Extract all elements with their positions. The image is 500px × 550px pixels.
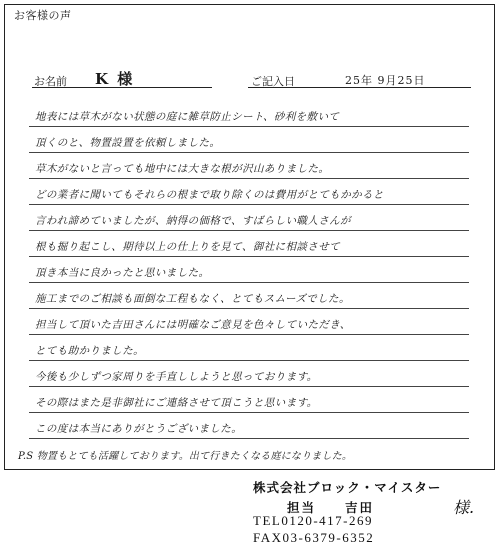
message-line: 頂くのと、物置設置を依頼しました。 <box>35 137 221 149</box>
ruled-line <box>29 152 469 153</box>
message-line: 言われ諦めていましたが、納得の価格で、すばらしい職人さんが <box>35 215 351 227</box>
message-line: 今後も少しずつ家周りを手直ししようと思っております。 <box>35 371 318 383</box>
ruled-line <box>29 386 469 387</box>
testimonial-form <box>4 4 495 470</box>
ruled-line <box>29 412 469 413</box>
message-line: 施工までのご相談も面倒な工程もなく、とてもスムーズでした。 <box>35 293 350 305</box>
message-line: 地表には草木がない状態の庭に雑草防止シート、砂利を敷いて <box>35 111 340 123</box>
name-label: お名前 <box>34 75 67 88</box>
ruled-line <box>29 282 469 283</box>
message-line: どの業者に聞いてもそれらの根まで取り除くのは費用がとてもかかると <box>35 189 384 201</box>
message-line: とても助かりました。 <box>35 345 144 357</box>
ruled-line <box>29 126 469 127</box>
message-line: 頂き本当に良かったと思いました。 <box>35 267 210 279</box>
entry-date: 25年 9月25日 <box>345 74 426 87</box>
ruled-line <box>29 308 469 309</box>
message-line: 根も掘り起こし、期待以上の仕上りを見て、御社に相談させて <box>35 241 340 253</box>
message-line: 草木がないと言っても地中には大きな根が沢山ありました。 <box>35 163 330 175</box>
ruled-line <box>29 178 469 179</box>
ruled-line <box>29 230 469 231</box>
customer-name: K 様 <box>95 70 135 88</box>
postscript: P.S 物置もとても活躍しております。出て行きたくなる庭になりました。 <box>18 451 353 462</box>
ruled-line <box>29 204 469 205</box>
ruled-line <box>29 256 469 257</box>
date-underline <box>248 87 471 88</box>
message-line: その際はまた是非御社にご連絡させて頂こうと思います。 <box>35 397 318 409</box>
phone-number: TEL0120-417-269 <box>253 513 373 528</box>
form-title: お客様の声 <box>14 9 72 22</box>
ruled-line <box>29 334 469 335</box>
staff-name: 担当 吉田 <box>287 501 375 515</box>
company-name: 株式会社ブロック・マイスター <box>253 481 442 495</box>
date-label: ご記入日 <box>251 75 295 88</box>
message-line: 担当して頂いた吉田さんには明確なご意見を色々していただき、 <box>35 319 351 331</box>
fax-number: FAX03-6379-6352 <box>253 530 375 545</box>
message-line: この度は本当にありがとうございました。 <box>35 423 243 435</box>
ruled-line <box>29 438 469 439</box>
staff-handwritten-honorific: 様. <box>453 498 475 517</box>
name-underline <box>32 87 212 88</box>
ruled-line <box>29 360 469 361</box>
